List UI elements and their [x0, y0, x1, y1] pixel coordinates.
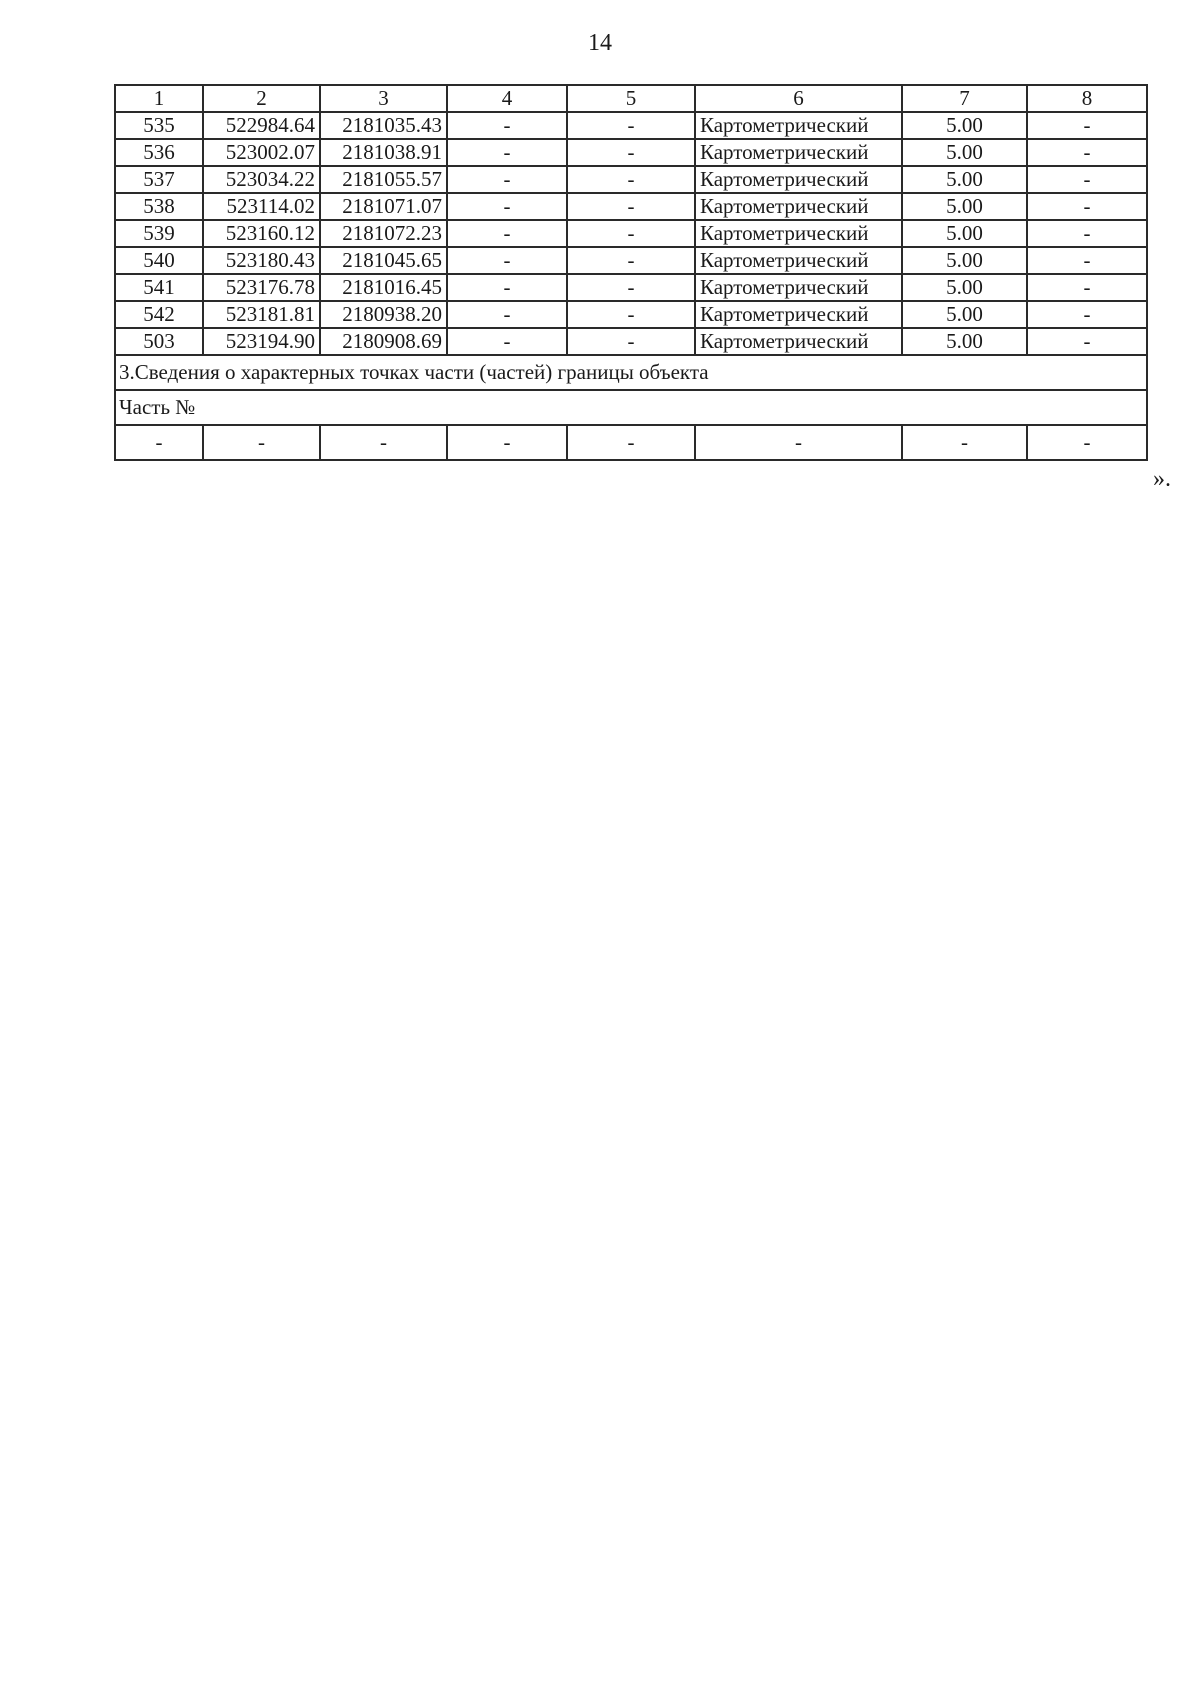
- table-cell: -: [1027, 274, 1147, 301]
- table-cell: -: [447, 425, 567, 460]
- table-cell: -: [1027, 193, 1147, 220]
- table-cell: -: [447, 328, 567, 355]
- column-header: 5: [567, 85, 695, 112]
- table-cell: -: [567, 301, 695, 328]
- table-cell: -: [1027, 425, 1147, 460]
- table-cell: 523181.81: [203, 301, 320, 328]
- section-title-row: [115, 355, 1147, 390]
- table-cell: 523194.90: [203, 328, 320, 355]
- table-cell: 2181038.91: [320, 139, 447, 166]
- table-cell: 540: [115, 247, 203, 274]
- table-cell: -: [567, 166, 695, 193]
- table-cell: 2180938.20: [320, 301, 447, 328]
- part-number-label: Часть №: [115, 390, 1147, 425]
- table-row: [115, 247, 1147, 274]
- table-cell: Картометрический: [695, 193, 902, 220]
- table-cell: -: [1027, 247, 1147, 274]
- table-cell: -: [567, 220, 695, 247]
- table-cell: 5.00: [902, 274, 1027, 301]
- table-cell: -: [1027, 139, 1147, 166]
- table-body: [115, 85, 1147, 460]
- table-cell: Картометрический: [695, 166, 902, 193]
- table-cell: 5.00: [902, 220, 1027, 247]
- section-title: 3.Сведения о характерных точках части (частей) границы объекта: [115, 355, 1147, 390]
- table-cell: 523176.78: [203, 274, 320, 301]
- table-cell: 2181055.57: [320, 166, 447, 193]
- table-cell: Картометрический: [695, 328, 902, 355]
- table-cell: -: [447, 301, 567, 328]
- table-cell: 5.00: [902, 112, 1027, 139]
- table-cell: -: [695, 425, 902, 460]
- table-cell: -: [1027, 328, 1147, 355]
- column-header: 1: [115, 85, 203, 112]
- table-cell: -: [567, 328, 695, 355]
- table-cell: 5.00: [902, 193, 1027, 220]
- table-cell: 541: [115, 274, 203, 301]
- table-cell: 537: [115, 166, 203, 193]
- table-cell: 5.00: [902, 328, 1027, 355]
- table-row: [115, 328, 1147, 355]
- table-cell: -: [320, 425, 447, 460]
- table-cell: 542: [115, 301, 203, 328]
- empty-part-row: [115, 425, 1147, 460]
- table-cell: -: [203, 425, 320, 460]
- table-cell: -: [447, 112, 567, 139]
- table-cell: -: [447, 193, 567, 220]
- table-header-row: [115, 85, 1147, 112]
- table-cell: 523034.22: [203, 166, 320, 193]
- table-cell: 503: [115, 328, 203, 355]
- table-cell: 2181072.23: [320, 220, 447, 247]
- table-cell: Картометрический: [695, 274, 902, 301]
- table-cell: 523114.02: [203, 193, 320, 220]
- table-row: [115, 112, 1147, 139]
- column-header: 7: [902, 85, 1027, 112]
- column-header: 8: [1027, 85, 1147, 112]
- table-cell: 2181071.07: [320, 193, 447, 220]
- table-row: [115, 139, 1147, 166]
- table-cell: 535: [115, 112, 203, 139]
- table-cell: -: [447, 220, 567, 247]
- table-row: [115, 220, 1147, 247]
- table-cell: -: [567, 274, 695, 301]
- table-cell: 2180908.69: [320, 328, 447, 355]
- table-cell: 523160.12: [203, 220, 320, 247]
- table-cell: -: [447, 166, 567, 193]
- table-cell: -: [1027, 112, 1147, 139]
- table-cell: 522984.64: [203, 112, 320, 139]
- table-cell: 523002.07: [203, 139, 320, 166]
- table-cell: 523180.43: [203, 247, 320, 274]
- closing-quote-mark: ».: [1153, 466, 1171, 492]
- table-cell: 538: [115, 193, 203, 220]
- table-cell: Картометрический: [695, 112, 902, 139]
- table-row: [115, 274, 1147, 301]
- coordinates-table: [114, 84, 1148, 461]
- table-row: [115, 193, 1147, 220]
- column-header: 4: [447, 85, 567, 112]
- table-cell: -: [447, 247, 567, 274]
- page-number: 14: [588, 30, 612, 56]
- table-cell: 5.00: [902, 301, 1027, 328]
- table-cell: -: [567, 139, 695, 166]
- table-cell: -: [567, 193, 695, 220]
- table-cell: -: [447, 274, 567, 301]
- table-cell: -: [1027, 301, 1147, 328]
- table-cell: Картометрический: [695, 139, 902, 166]
- table-cell: -: [1027, 220, 1147, 247]
- table-cell: 5.00: [902, 166, 1027, 193]
- table-cell: -: [567, 247, 695, 274]
- column-header: 6: [695, 85, 902, 112]
- table-cell: -: [902, 425, 1027, 460]
- table-row: [115, 301, 1147, 328]
- table-cell: 5.00: [902, 139, 1027, 166]
- table-cell: -: [1027, 166, 1147, 193]
- table-row: [115, 166, 1147, 193]
- table-cell: 2181016.45: [320, 274, 447, 301]
- table-cell: -: [567, 112, 695, 139]
- table-cell: Картометрический: [695, 301, 902, 328]
- table-cell: 539: [115, 220, 203, 247]
- table-cell: 2181035.43: [320, 112, 447, 139]
- table-cell: -: [447, 139, 567, 166]
- table-cell: Картометрический: [695, 247, 902, 274]
- column-header: 3: [320, 85, 447, 112]
- table-cell: Картометрический: [695, 220, 902, 247]
- coordinates-table-container: [114, 84, 1148, 461]
- table-cell: 536: [115, 139, 203, 166]
- table-cell: -: [567, 425, 695, 460]
- part-label-row: [115, 390, 1147, 425]
- table-cell: 5.00: [902, 247, 1027, 274]
- column-header: 2: [203, 85, 320, 112]
- table-cell: 2181045.65: [320, 247, 447, 274]
- table-cell: -: [115, 425, 203, 460]
